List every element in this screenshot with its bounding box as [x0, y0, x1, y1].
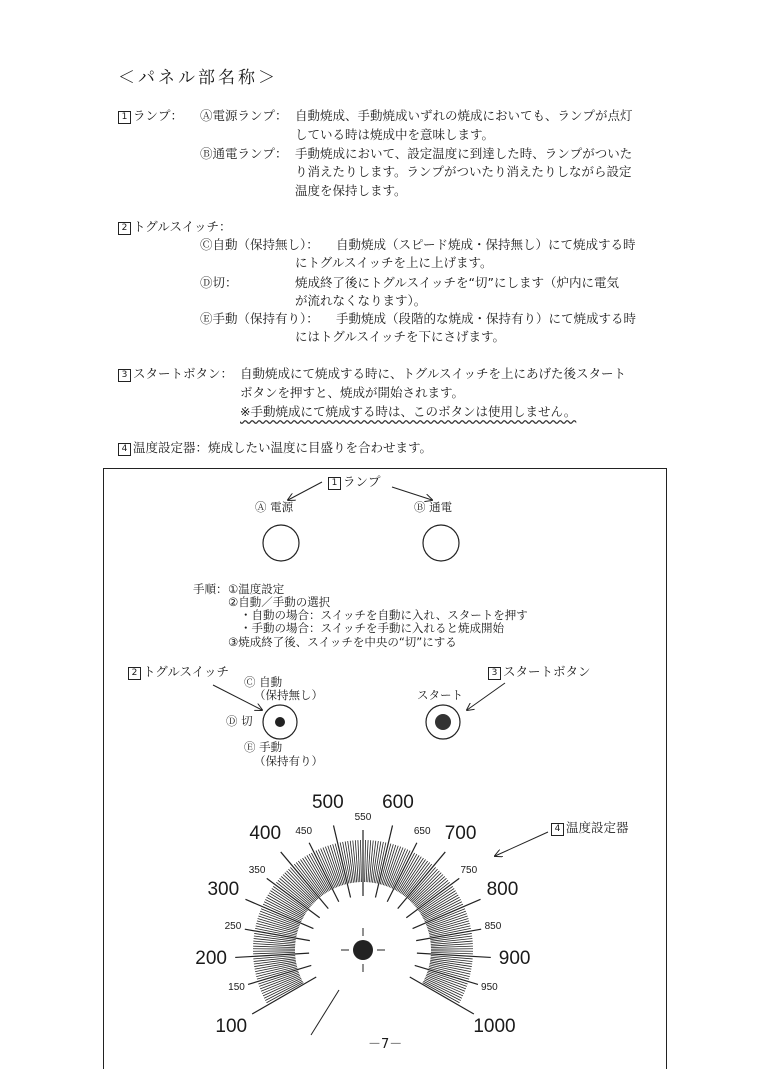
dial-label-850: 850	[484, 921, 502, 933]
lamp-b-desc: 手動焼成において、設定温度に到達した時、ランプがついた	[295, 146, 633, 161]
dial-tick	[431, 952, 473, 953]
temp-arrow	[495, 832, 548, 856]
current-lamp	[423, 525, 459, 561]
lamp-b-desc: り消えたりします。ランプがついたり消えたりしながら設定	[295, 164, 632, 179]
toggle-d-desc: 焼成終了後にトグルスイッチを“切”にします（炉内に電気	[295, 275, 619, 290]
dial-tick	[333, 825, 350, 897]
dial-label-450: 450	[295, 826, 313, 838]
lamp-arrow-right	[392, 487, 432, 500]
dial-tick	[377, 842, 386, 883]
lamp-a-desc: している時は焼成中を意味します。	[295, 127, 495, 142]
dial-label-400: 400	[249, 823, 282, 845]
toggle-d-label: Ⓓ切：	[200, 275, 238, 290]
dial-tick	[417, 953, 491, 957]
lamp-a-caption: Ⓐ 電源	[255, 500, 294, 514]
dial-label-750: 750	[460, 865, 478, 877]
section-start-heading: 3 スタートボタン：	[118, 368, 233, 382]
dial-label-200: 200	[195, 948, 227, 970]
procedure-step: ・手動の場合：スイッチを手動に入れると焼成開始	[240, 621, 505, 635]
start-note: ※手動焼成にて焼成する時は、このボタンは使用しません。	[240, 404, 577, 419]
start-callout: 3 スタートボタン	[488, 666, 591, 680]
dial-label-100: 100	[215, 1015, 248, 1037]
dial-tick	[235, 953, 309, 957]
start-arrow	[467, 683, 505, 710]
toggle-knob	[275, 717, 285, 727]
dial-tick	[340, 842, 349, 883]
dial-knob[interactable]	[353, 940, 373, 960]
dial-label-800: 800	[486, 879, 519, 901]
lamp-a-desc: 自動焼成、手動焼成いずれの焼成においても、ランプが点灯	[295, 108, 633, 123]
dial-tick	[253, 946, 295, 947]
toggle-d-caption: Ⓓ 切	[226, 714, 253, 728]
start-desc: 自動焼成にて焼成する時に、トグルスイッチを上にあげた後スタート	[240, 366, 627, 381]
dial-label-500: 500	[311, 791, 344, 813]
dial-label-300: 300	[207, 879, 240, 901]
dial-label-1000: 1000	[473, 1015, 516, 1037]
dial-pointer	[311, 990, 339, 1035]
toggle-callout: 2 トグルスイッチ	[128, 666, 229, 680]
procedure-label: 手順：	[193, 582, 228, 596]
temperature-dial[interactable]	[235, 825, 491, 1035]
start-button-core	[435, 714, 451, 730]
toggle-e-label: Ⓔ手動（保持有り）：	[200, 311, 319, 326]
dial-tick	[365, 840, 366, 882]
dial-label-900: 900	[498, 948, 531, 970]
procedure-step: ③焼成終了後、スイッチを中央の“切”にする	[228, 635, 457, 649]
procedure-step: ①温度設定	[228, 582, 285, 596]
section-temp-heading: 4 温度設定器：焼成したい温度に目盛りを合わせます。	[118, 442, 432, 456]
start-desc: ボタンを押すと、焼成が開始されます。	[240, 385, 465, 400]
dial-tick	[431, 946, 473, 947]
temp-callout: 4 温度設定器	[551, 822, 629, 836]
toggle-c-sub: （保持無し）	[254, 688, 323, 702]
power-lamp	[263, 525, 299, 561]
dial-label-550: 550	[354, 812, 372, 823]
toggle-c-label: Ⓒ自動（保持無し）：	[200, 237, 319, 252]
dial-label-250: 250	[224, 921, 242, 933]
dial-label-350: 350	[248, 865, 266, 877]
dial-tick	[360, 840, 361, 882]
lamp-b-caption: Ⓑ 通電	[414, 500, 453, 514]
section-lamp-heading: 1 ランプ：	[118, 110, 183, 124]
toggle-c-desc: にトグルスイッチを上に上げます。	[295, 255, 493, 270]
page-number: －7－	[368, 1037, 403, 1052]
toggle-c-caption: Ⓒ 自動	[244, 675, 283, 689]
toggle-e-sub: （保持有り）	[254, 754, 323, 768]
start-caption: スタート	[417, 688, 463, 702]
lamp-callout: 1 ランプ	[328, 476, 381, 490]
procedure-step: ・自動の場合：スイッチを自動に入れ、スタートを押す	[240, 608, 528, 622]
section-toggle-heading: 2 トグルスイッチ：	[118, 221, 232, 235]
dial-label-650: 650	[413, 826, 431, 838]
dial-label-600: 600	[382, 791, 414, 813]
toggle-e-desc: 手動焼成（段階的な焼成・保持有り）にて焼成する時	[336, 311, 637, 326]
toggle-e-caption: Ⓔ 手動	[244, 740, 283, 754]
toggle-d-desc: が流れなくなります）。	[295, 293, 427, 308]
dial-label-150: 150	[228, 981, 245, 993]
lamp-b-label: Ⓑ通電ランプ：	[200, 146, 288, 161]
lamp-a-label: Ⓐ電源ランプ：	[200, 108, 288, 123]
dial-tick	[253, 952, 295, 953]
dial-tick	[375, 825, 392, 897]
lamp-arrow-left	[288, 482, 322, 500]
procedure-step: ②自動／手動の選択	[228, 595, 331, 609]
page-title: ＜パネル部名称＞	[118, 68, 278, 88]
lamp-b-desc: 温度を保持します。	[295, 183, 407, 198]
dial-label-950: 950	[481, 981, 498, 993]
toggle-e-desc: にはトグルスイッチを下にさげます。	[295, 329, 506, 344]
dial-label-700: 700	[444, 823, 477, 845]
toggle-c-desc: 自動焼成（スピード焼成・保持無し）にて焼成する時	[336, 237, 636, 252]
